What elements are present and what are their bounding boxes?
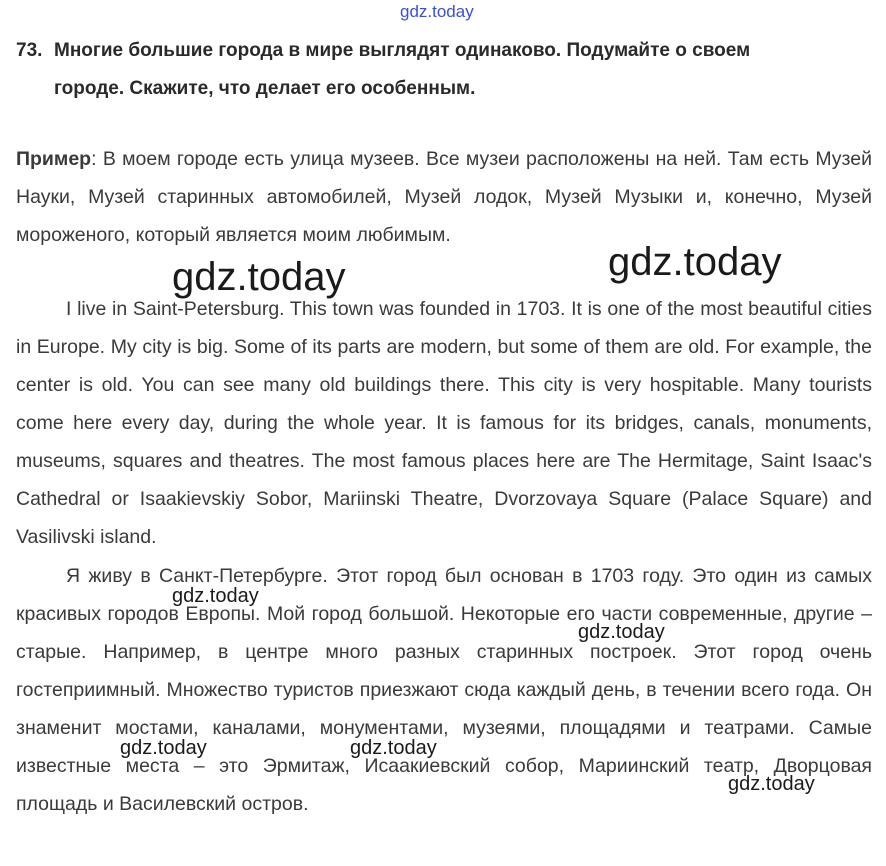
watermark-small: gdz.today <box>120 737 207 759</box>
example-label: Пример <box>16 148 92 170</box>
english-answer <box>16 290 872 556</box>
watermark-big-right: gdz.today <box>608 240 782 284</box>
russian-paragraph: Я живу в Санкт-Петербурге. Этот город был основан в 1703 году. Это один из самых красивых городов Европы. Мой город большой. Некоторые его части современные, другие – старые. Например, в центре много разных старинных построек. Этот город очень гостеприимный. Множество туристов приезжают сюда каждый день, в течении всего года. Он знаменит мостами, каналами, монументами, музеями, площадями и театрами. Самые известные места – это Эрмитаж, Исаакиевский собор, Мариинский театр, Дворцовая площадь и Василевский остров. <box>16 565 872 815</box>
task-text-line-1: Многие большие города в мире выглядят одинаково. Подумайте о своем <box>54 40 751 61</box>
task-heading <box>16 32 876 108</box>
watermark-small: gdz.today <box>578 621 665 643</box>
watermark-small: gdz.today <box>728 773 815 795</box>
english-paragraph: I live in Saint-Petersburg. This town was founded in 1703. It is one of the most beautiful cities in Europe. My city is big. Some of its parts are modern, but some of them are old. For example, the center is old. You can see many old buildings there. This city is very hospitable. Many tourists come here every day, during the whole year. It is famous for its bridges, canals, monuments, museums, squares and theatres. The most famous places here are The Hermitage, Saint Isaac's Cathedral or Isaakievskiy Sobor, Mariinski Theatre, Dvorzovaya Square (Palace Square) and Vasilivski island. <box>16 298 872 548</box>
watermark-top: gdz.today <box>400 2 474 21</box>
example-block <box>16 140 872 254</box>
task-text-line-2: городе. Скажите, что делает его особенным. <box>54 78 476 99</box>
task-number: 73. <box>16 40 43 61</box>
watermark-small: gdz.today <box>172 585 259 607</box>
watermark-big-left: gdz.today <box>172 255 346 299</box>
example-text: : В моем городе есть улица музеев. Все музеи расположены на ней. Там есть Музей Науки, Музей старинных автомобилей, Музей лодок, Музей Музыки и, конечно, Музей мороженого, который является моим любимым. <box>16 148 872 246</box>
watermark-small: gdz.today <box>350 737 437 759</box>
